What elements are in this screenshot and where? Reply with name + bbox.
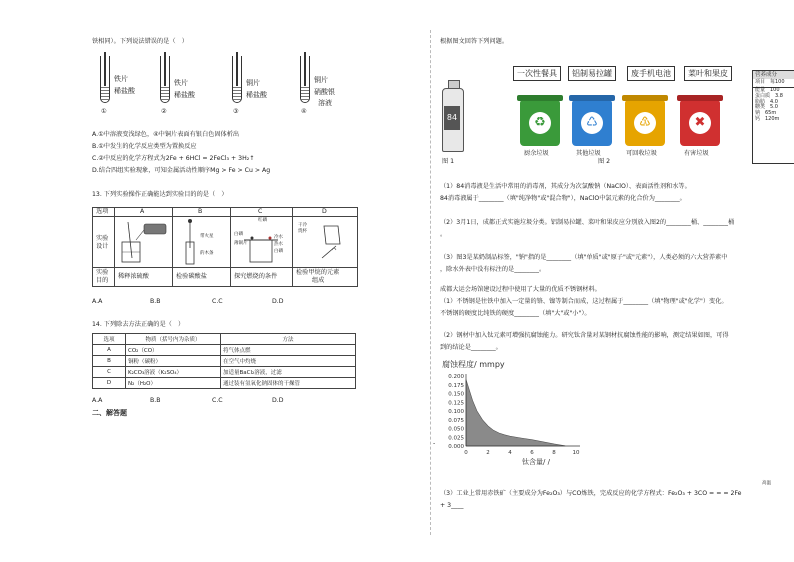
q13-row1-label-1: 实验 <box>96 235 109 242</box>
q12-option-d: D.结合四组实验现象，可知金属活动性顺序Mg > Fe > Cu > Ag <box>92 167 271 174</box>
q13-c-label-copper: 薄铜片 <box>234 241 248 246</box>
label-disposable-tableware: 一次性餐具 <box>513 66 561 81</box>
q13-d-label-2: 烧杯 <box>298 229 307 234</box>
disinfectant-bottle <box>442 80 464 152</box>
bin-other-waste <box>572 100 612 146</box>
q13-c-label-white-p: 白磷 <box>234 232 243 237</box>
q4-line-2: 不锈钢的硬度比纯铁的硬度________（填"大"或"小"）。 <box>440 310 591 317</box>
q13-choice-d: D.D <box>272 298 284 305</box>
q13-table <box>92 207 358 287</box>
tube-4-liquid: 硝酸银 <box>314 88 335 96</box>
bin-recyclable-label: 可回收垃圾 <box>626 150 657 157</box>
chart-xlabel: 钛含量/ / <box>522 458 550 466</box>
q1-line-1: （1）84消毒液是生活中常用的消毒剂，其成分为次氯酸钠（NaClO）、表面活性剂和水等。 <box>440 183 691 190</box>
bin-recyclable <box>625 100 665 146</box>
q13-header-c: C <box>258 208 263 215</box>
q6-condition: 高温 <box>762 481 771 486</box>
test-tube-3 <box>232 56 242 103</box>
chart-x-tick-label: 2 <box>486 450 490 456</box>
q14-row-b-substance: 铜粉（碳粉） <box>126 356 221 367</box>
q13-c-label-red-p: 红磷 <box>258 218 267 223</box>
q5-line-1: （2）钢材中加入钛元素可增强抗腐蚀能力。研究钛含量对某钢材抗腐蚀性能的影响，测定结果如图，可得 <box>440 332 729 339</box>
q13-purpose-a: 稀释浓硫酸 <box>118 273 149 280</box>
corrosion-chart <box>436 356 586 468</box>
nutrition-row: 脂肪 4.0 <box>755 98 778 105</box>
tube-1-liquid: 稀盐酸 <box>114 87 135 95</box>
label-vegetable-peel: 菜叶和果皮 <box>684 66 732 81</box>
q14-row-c-substance: K₂CO₃溶液（K₂SO₄） <box>126 367 221 378</box>
bin-hazardous-label: 有害垃圾 <box>684 150 709 157</box>
right-intro: 根据图文回答下列问题。 <box>440 38 509 45</box>
chart-y-tick-label: 0.200 <box>448 374 464 380</box>
q14-row-a-option: A <box>93 345 126 356</box>
q14-header-method: 方法 <box>221 334 356 345</box>
nutrition-row: 能量 100 <box>755 87 780 94</box>
chart-y-tick-label: 0.150 <box>448 391 464 398</box>
q13-a-apparatus <box>116 218 170 266</box>
test-tube-4 <box>300 56 310 103</box>
q13-purpose-b: 检验碳酸盐 <box>176 273 207 280</box>
q13-purpose-c: 探究燃烧的条件 <box>234 273 278 280</box>
chart-y-tick-label: 0.075 <box>448 417 464 424</box>
tube-4-liquid-2: 溶液 <box>318 99 332 107</box>
chart-x-tick-label: 6 <box>530 450 534 456</box>
q14-row-b-method: 在空气中灼烧 <box>221 356 356 367</box>
chart-y-tick-label: 0.000 <box>448 444 464 450</box>
chart-x-ticks <box>464 450 580 456</box>
q13-b-label-1: 带火星 <box>200 234 214 239</box>
q14-row-b-option: B <box>93 356 126 367</box>
nutrition-row: 蛋白质 3.8 <box>755 92 783 99</box>
q14-table <box>92 333 356 389</box>
q12-intro: 铁相同）。下列说法错误的是（ ） <box>92 38 188 45</box>
q13-d-label-1: 干冷 <box>298 223 307 228</box>
q3-line-1: （3）图3是某奶制品标签，"钠"指的是________（填"单质"或"原子"或"元素"），人类必须的六大营养素中 <box>440 254 728 261</box>
nutrition-head: 项目 每100 <box>753 79 794 88</box>
bin-hazardous <box>680 100 720 146</box>
q14-header-substance: 物质（括号内为杂质） <box>126 334 221 345</box>
tube-3-num: ③ <box>233 108 239 115</box>
q13-row2-label-1: 实验 <box>96 269 109 276</box>
q14-row-c-option: C <box>93 367 126 378</box>
q13-choice-b: B.B <box>150 298 161 305</box>
q14-choice-c: C.C <box>212 397 223 404</box>
chart-y-ticks <box>448 374 464 450</box>
chart-x-tick-label: 0 <box>464 450 468 456</box>
q13-purpose-d-1: 检验甲烷的元素 <box>296 269 340 276</box>
label-aluminum-can: 铝制易拉罐 <box>568 66 616 81</box>
bottle-label: 84 <box>444 106 460 130</box>
tube-3-liquid: 稀盐酸 <box>246 91 267 99</box>
label-phone-battery: 废手机电池 <box>627 66 675 81</box>
q13-header-option: 选项 <box>96 208 109 215</box>
q12-option-c: C.②中反应的化学方程式为2Fe + 6HCl = 2FeCl₃ + 3H₂↑ <box>92 155 255 162</box>
q14-row-a-method: 将气体点燃 <box>221 345 356 356</box>
page-divider <box>430 30 431 535</box>
tube-3-metal: 铜片 <box>246 79 260 87</box>
q13-b-apparatus <box>174 218 228 266</box>
tube-2-liquid: 稀盐酸 <box>174 91 195 99</box>
q13-header-d: D <box>322 208 327 215</box>
q13-b-label-2: 的木条 <box>200 251 214 256</box>
q13-header-b: B <box>198 208 203 215</box>
q5-line-2: 到的结论是________。 <box>440 344 502 351</box>
q13-c-label-cold-water: 冷水 <box>274 235 283 240</box>
chart-y-tick-label: 0.125 <box>448 400 464 407</box>
tube-2-num: ② <box>161 108 167 115</box>
bin-kitchen-waste <box>520 100 560 146</box>
chart-ylabel: 腐蚀程度/ mmpy <box>442 360 505 369</box>
q14-header-option: 选项 <box>93 334 126 345</box>
chart-dash-mark: - <box>433 440 436 447</box>
kitchen-waste-icon: ♻ <box>529 112 551 134</box>
q12-option-a: A.①中溶液变浅绿色，④中铜片表面有银白色固体析出 <box>92 131 240 138</box>
intro-2: 成都大运会场馆建设过程中使用了大量的优质不锈钢材料。 <box>440 286 601 293</box>
nutrition-label <box>752 70 794 164</box>
q14-choice-d: D.D <box>272 397 284 404</box>
nutrition-title: 营养成分 <box>753 71 794 79</box>
q6-line-2: + 3____ <box>440 502 464 509</box>
q14-row-d-option: D <box>93 378 126 389</box>
q2-line-2: 。 <box>440 231 447 238</box>
chart-x-tick-label: 10 <box>572 450 580 456</box>
q14-row-a-substance: CO₂（CO） <box>126 345 221 356</box>
q4-line-1: （1）不锈钢是往铁中加入一定量的铬、镍等制合而成，这过程属于________（填"物理"或"化学"）变化。 <box>440 298 728 305</box>
bin-other-label: 其他垃圾 <box>576 150 601 157</box>
q1-line-2: 84消毒液属于________（填"纯净物"或"混合物"），NaClO中氯元素的化合价为________。 <box>440 195 686 202</box>
q2-line-1: （2）3月1日，成都正式实施垃圾分类。铝制易拉罐、菜叶和果皮应分别放入图2的________桶、________桶 <box>440 219 735 226</box>
test-tube-2 <box>160 56 170 103</box>
recyclable-icon: ♳ <box>634 112 656 134</box>
bin-kitchen-label: 厨余垃圾 <box>524 150 549 157</box>
tube-4-num: ④ <box>301 108 307 115</box>
tube-1-metal: 铁片 <box>114 75 128 83</box>
chart-y-tick-label: 0.025 <box>448 435 464 442</box>
test-tube-1 <box>100 56 110 103</box>
q13-c-label-white-p-2: 白磷 <box>274 249 283 254</box>
nutrition-row: 糖类 5.0 <box>755 104 778 111</box>
q14-choice-b: B.B <box>150 397 161 404</box>
nutrition-row: 钠 65m <box>755 110 777 117</box>
chart-y-tick-label: 0.100 <box>448 409 464 415</box>
q14-choice-a: A.A <box>92 397 103 404</box>
tube-1-num: ① <box>101 108 107 115</box>
q3-line-2: ，除水外表中没有标注的是________。 <box>440 266 546 273</box>
q13-c-label-hot-water: 热水 <box>274 242 283 247</box>
chart-area-series <box>466 380 565 447</box>
q13-choice-a: A.A <box>92 298 103 305</box>
nutrition-row: 钙 120m <box>755 115 780 122</box>
q13-row1-label-2: 设计 <box>96 243 109 250</box>
section-2-heading: 二、解答题 <box>92 409 127 417</box>
q14-title: 14. 下列除去方法正确的是（ ） <box>92 321 185 328</box>
q13-header-a: A <box>140 208 145 215</box>
chart-x-tick-label: 4 <box>508 450 512 456</box>
other-waste-icon: ♺ <box>581 112 603 134</box>
chart-y-tick-label: 0.050 <box>448 426 464 433</box>
chart-y-tick-label: 0.175 <box>448 382 464 389</box>
hazardous-icon: ✖ <box>689 112 711 134</box>
figure-1-caption: 图 1 <box>442 158 455 165</box>
q12-option-b: B.①中发生的化学反应类型为置换反应 <box>92 143 197 150</box>
q13-choice-c: C.C <box>212 298 223 305</box>
q14-row-d-method: 通过装有氢氧化钠固体的干燥管 <box>221 378 356 389</box>
q13-row2-label-2: 目的 <box>96 277 109 284</box>
tube-2-metal: 铁片 <box>174 79 188 87</box>
q14-row-d-substance: N₂（H₂O） <box>126 378 221 389</box>
q13-title: 13. 下列实验操作正确能达到实验目的的是（ ） <box>92 191 228 198</box>
tube-4-metal: 铜片 <box>314 76 328 84</box>
q6-line: （3）工业上常用赤铁矿（主要成分为Fe₂O₃）与CO炼铁，完成反应的化学方程式：Fe₂O₃ + 3CO = = = 2Fe <box>440 490 742 497</box>
q14-row-c-method: 加适量BaCl₂溶液，过滤 <box>221 367 356 378</box>
chart-x-tick-label: 8 <box>552 450 556 456</box>
q13-purpose-d-2: 组成 <box>312 277 325 284</box>
figure-2-caption: 图 2 <box>598 158 611 165</box>
